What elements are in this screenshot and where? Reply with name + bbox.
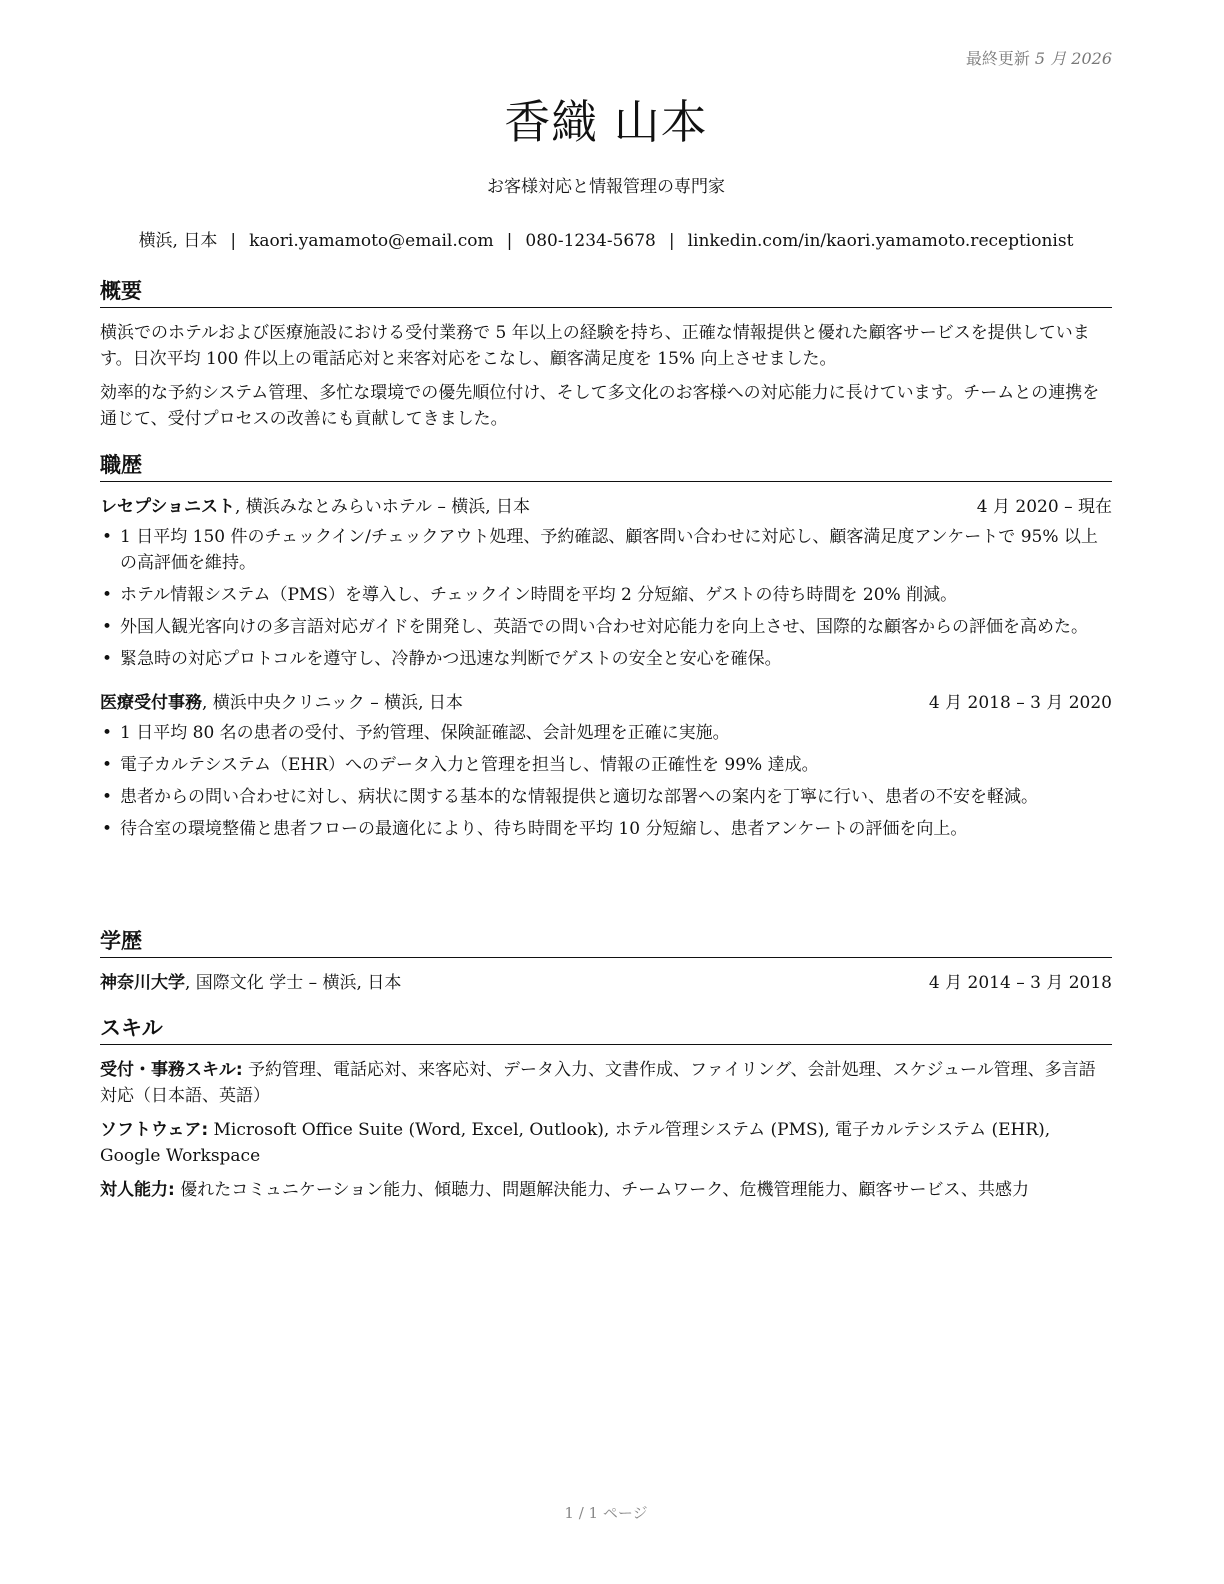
section-title-skills: スキル [100, 1015, 1112, 1045]
job-org: , 横浜みなとみらいホテル – 横浜, 日本 [234, 497, 531, 517]
skill-value: Microsoft Office Suite (Word, Excel, Outlook), ホテル管理システム (PMS), 電子カルテシステム (EHR), Google Workspace [100, 1120, 1051, 1166]
job-role: 医療受付事務 [100, 693, 202, 713]
job-role: レセプショニスト [100, 497, 235, 517]
job-bullets [100, 524, 1112, 672]
school-detail: , 国際文化 学士 – 横浜, 日本 [185, 973, 402, 993]
section-title-experience: 職歴 [100, 452, 1112, 482]
job-dates: 4 月 2018 – 3 月 2020 [928, 693, 1112, 713]
experience-entry-header [100, 690, 1112, 716]
candidate-name: 香織 山本 [504, 95, 708, 149]
job-bullet: • 患者からの問い合わせに対し、病状に関する基本的な情報提供と適切な部署への案内を丁寧に行い、患者の不安を軽減。 [102, 787, 1038, 807]
job-dates: 4 月 2020 – 現在 [976, 497, 1112, 517]
experience-entry [100, 690, 1112, 842]
contact-email[interactable]: kaori.yamamoto@email.com [249, 231, 494, 251]
job-bullets [100, 720, 1112, 842]
skill-value: 優れたコミュニケーション能力、傾聴力、問題解決能力、チームワーク、危機管理能力、顧客サービス、共感力 [174, 1180, 1030, 1200]
skill-row [100, 1117, 1112, 1169]
page-indicator: 1 / 1 ページ [564, 1504, 648, 1522]
last-updated-label: 最終更新 [965, 49, 1030, 68]
job-bullet: • 緊急時の対応プロトコルを遵守し、冷静かつ迅速な判断でゲストの安全と安心を確保。 [102, 649, 782, 669]
contact-separator: | [230, 231, 237, 251]
contact-separator: | [506, 231, 513, 251]
contact-location: 横浜, 日本 [138, 231, 218, 251]
skill-label: 対人能力: [100, 1180, 175, 1200]
candidate-tagline: お客様対応と情報管理の専門家 [487, 177, 725, 197]
experience-section [100, 452, 1112, 842]
contact-line [100, 226, 1112, 251]
section-title-education: 学歴 [100, 928, 1112, 958]
job-bullet: • ホテル情報システム（PMS）を導入し、チェックイン時間を平均 2 分短縮、ゲストの待ち時間を 20% 削減。 [102, 585, 958, 605]
education-entry [100, 970, 1112, 996]
contact-separator: | [668, 231, 675, 251]
job-org: , 横浜中央クリニック – 横浜, 日本 [202, 693, 463, 713]
education-section [100, 928, 1112, 996]
skills-section [100, 1015, 1112, 1203]
last-updated-date: 5 月 2026 [1034, 49, 1112, 68]
job-bullet: • 1 日平均 150 件のチェックイン/チェックアウト処理、予約確認、顧客問い合わせに対応し、顧客満足度アンケートで 95% 以上の高評価を維持。 [102, 527, 1098, 573]
summary-paragraph: 横浜でのホテルおよび医療施設における受付業務で 5 年以上の経験を持ち、正確な情報提供と優れた顧客サービスを提供しています。日次平均 100 件以上の電話応対と来客対応をこなし、顧客満足度を 15% 向上させました。 [100, 323, 1090, 369]
skill-row [100, 1057, 1112, 1109]
experience-entry-header [100, 494, 1112, 520]
resume-page [100, 0, 1112, 1584]
last-updated [966, 46, 1112, 69]
skill-label: 受付・事務スキル: [100, 1060, 243, 1080]
contact-linkedin[interactable]: linkedin.com/in/kaori.yamamoto.receptionist [687, 231, 1074, 251]
summary-section [100, 278, 1112, 432]
skill-label: ソフトウェア: [100, 1120, 209, 1140]
skill-row [100, 1177, 1112, 1203]
summary-paragraph: 効率的な予約システム管理、多忙な環境での優先順位付け、そして多文化のお客様への対応能力に長けています。チームとの連携を通じて、受付プロセスの改善にも貢献してきました。 [100, 383, 1100, 429]
education-dates: 4 月 2014 – 3 月 2018 [928, 973, 1112, 993]
job-bullet: • 外国人観光客向けの多言語対応ガイドを開発し、英語での問い合わせ対応能力を向上させ、国際的な顧客からの評価を高めた。 [102, 617, 1088, 637]
school-name: 神奈川大学 [100, 973, 185, 993]
contact-phone[interactable]: 080-1234-5678 [525, 231, 656, 251]
section-title-summary: 概要 [100, 278, 1112, 308]
job-bullet: • 電子カルテシステム（EHR）へのデータ入力と管理を担当し、情報の正確性を 99% 達成。 [102, 755, 819, 775]
job-bullet: • 1 日平均 80 名の患者の受付、予約管理、保険証確認、会計処理を正確に実施。 [102, 723, 730, 743]
job-bullet: • 待合室の環境整備と患者フローの最適化により、待ち時間を平均 10 分短縮し、患者アンケートの評価を向上。 [102, 819, 968, 839]
skill-value: 予約管理、電話応対、来客応対、データ入力、文書作成、ファイリング、会計処理、スケジュール管理、多言語対応（日本語、英語） [100, 1060, 1096, 1106]
experience-entry [100, 494, 1112, 672]
